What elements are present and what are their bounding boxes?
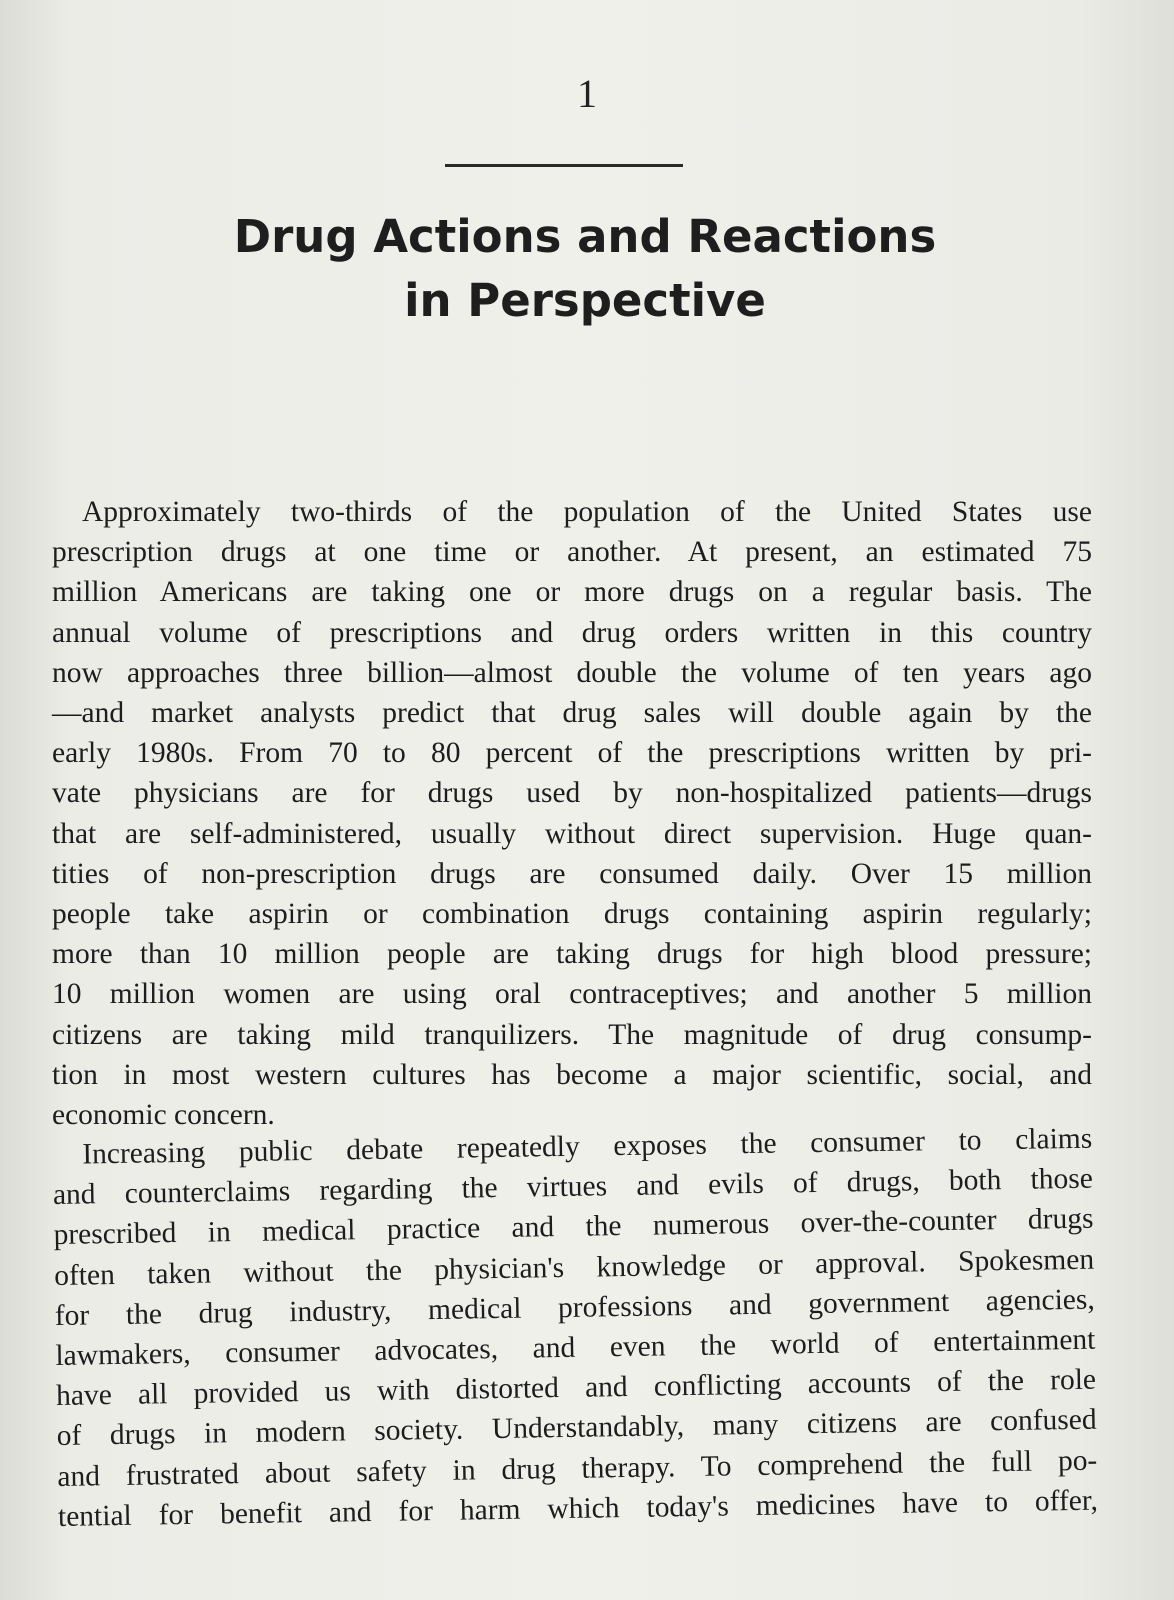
chapter-divider (445, 164, 683, 167)
text-line: Approximately two-thirds of the population of the United States use (82, 496, 1092, 528)
text-line: economic concern. (52, 1099, 275, 1132)
chapter-number: 1 (577, 71, 597, 116)
chapter-title-line-2: in Perspective (404, 274, 766, 327)
text-line: prescription drugs at one time or another. At present, an estimated 75 (52, 536, 1092, 569)
text-line: tities of non-prescription drugs are consumed daily. Over 15 million (52, 857, 1092, 890)
text-line: and frustrated about safety in drug therapy. To comprehend the full po- (57, 1444, 1098, 1493)
text-line: vate physicians are for drugs used by non-hospitalized patients—drugs (52, 777, 1092, 810)
paragraph-1 (52, 492, 1092, 1135)
text-line: prescribed in medical practice and the numerous over-the-counter drugs (53, 1203, 1094, 1252)
text-line: —and market analysts predict that drug sales will double again by the (52, 697, 1092, 730)
text-line: now approaches three billion—almost double the volume of ten years ago (52, 656, 1092, 689)
text-line: often taken without the physician's knowledge or approval. Spokesmen (53, 1243, 1095, 1292)
text-line: tion in most western cultures has become a major scientific, social, and (52, 1058, 1092, 1091)
chapter-title (150, 205, 1020, 333)
text-line: more than 10 million people are taking drugs for high blood pressure; (52, 938, 1092, 971)
paragraph-2 (52, 1119, 1098, 1537)
text-line: have all provided us with distorted and conflicting accounts of the role (55, 1364, 1097, 1413)
text-line: and counterclaims regarding the virtues and evils of drugs, both those (52, 1163, 1094, 1212)
text-line: 10 million women are using oral contraceptives; and another 5 million (52, 978, 1092, 1011)
chapter-body (52, 492, 1099, 1537)
text-line: annual volume of prescriptions and drug orders written in this country (52, 616, 1092, 649)
text-line: for the drug industry, medical professions and government agencies, (54, 1283, 1095, 1333)
text-line: Increasing public debate repeatedly exposes the consumer to claims (82, 1122, 1093, 1171)
text-line: of drugs in modern society. Understandably, many citizens are confused (56, 1404, 1097, 1453)
text-line: that are self-administered, usually without direct supervision. Huge quan- (52, 817, 1092, 850)
chapter-title-line-1: Drug Actions and Reactions (233, 210, 937, 263)
text-line: lawmakers, consumer advocates, and even the world of entertainment (55, 1323, 1096, 1373)
text-line: tential for benefit and for harm which today's medicines have to offer, (57, 1484, 1099, 1534)
text-line: citizens are taking mild tranquilizers. The magnitude of drug consump- (52, 1018, 1092, 1051)
text-line: million Americans are taking one or more drugs on a regular basis. The (52, 576, 1092, 609)
text-line: people take aspirin or combination drugs containing aspirin regularly; (52, 898, 1092, 931)
text-line: early 1980s. From 70 to 80 percent of the prescriptions written by pri- (52, 737, 1092, 770)
